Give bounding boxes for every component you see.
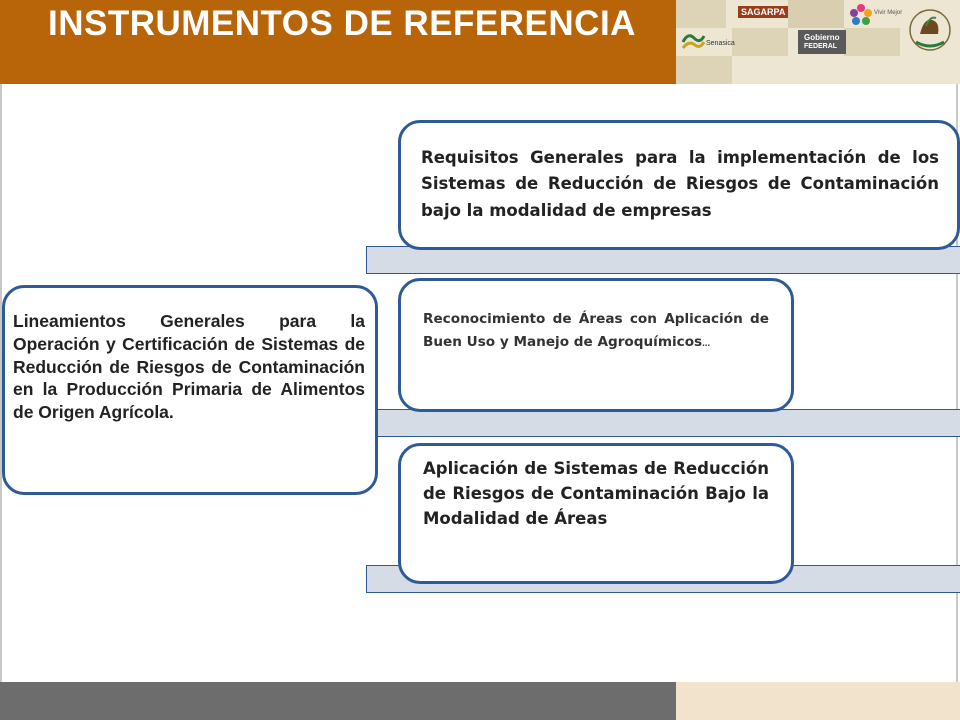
page-title: INSTRUMENTOS DE REFERENCIA — [48, 4, 636, 43]
lineamientos-box — [2, 285, 378, 495]
logo-tile — [676, 0, 726, 28]
coat-of-arms-icon — [906, 4, 954, 54]
senasica-logo: Senasica — [706, 40, 735, 47]
ellipsis: … — [702, 339, 711, 349]
vivir-mejor-logo: Vivir Mejor — [874, 10, 903, 16]
logo-strip — [676, 0, 960, 84]
item-box-aplicacion — [398, 443, 794, 584]
item-box-requisitos — [398, 120, 960, 250]
item-box-reconocimiento — [398, 278, 794, 412]
item-text: Requisitos Generales para la implementación de los Sistemas de Reducción de Riesgos de Contaminación bajo la modalidad de empresas — [421, 148, 939, 220]
vivir-mejor-icon — [848, 2, 874, 28]
federal-label: FEDERAL — [804, 43, 838, 50]
connector-strip — [366, 409, 960, 437]
item-text: Aplicación de Sistemas de Reducción de Riesgos de Contaminación Bajo la Modalidad de Áreas — [423, 459, 769, 528]
item-text: Reconocimiento de Áreas con Aplicación de Buen Uso y Manejo de Agroquímicos… — [423, 311, 769, 351]
gobierno-label: Gobierno — [804, 33, 840, 42]
connector-strip — [366, 246, 960, 274]
senasica-icon — [680, 30, 706, 54]
logo-tile — [732, 28, 788, 56]
header-bar — [0, 0, 676, 84]
logo-tile — [844, 28, 900, 56]
gobierno-federal-logo — [798, 30, 846, 54]
footer-bar-right — [676, 682, 960, 720]
logo-tile — [788, 0, 844, 28]
logo-tile — [676, 56, 732, 84]
sagarpa-logo: SAGARPA — [738, 6, 788, 18]
lineamientos-text: Lineamientos Generales para la Operación y Certificación de Sistemas de Reducción de Riesgos de Contaminación en la Producción Primaria de Alimentos de Origen Agrícola. — [13, 311, 365, 422]
footer-bar-left — [0, 682, 676, 720]
